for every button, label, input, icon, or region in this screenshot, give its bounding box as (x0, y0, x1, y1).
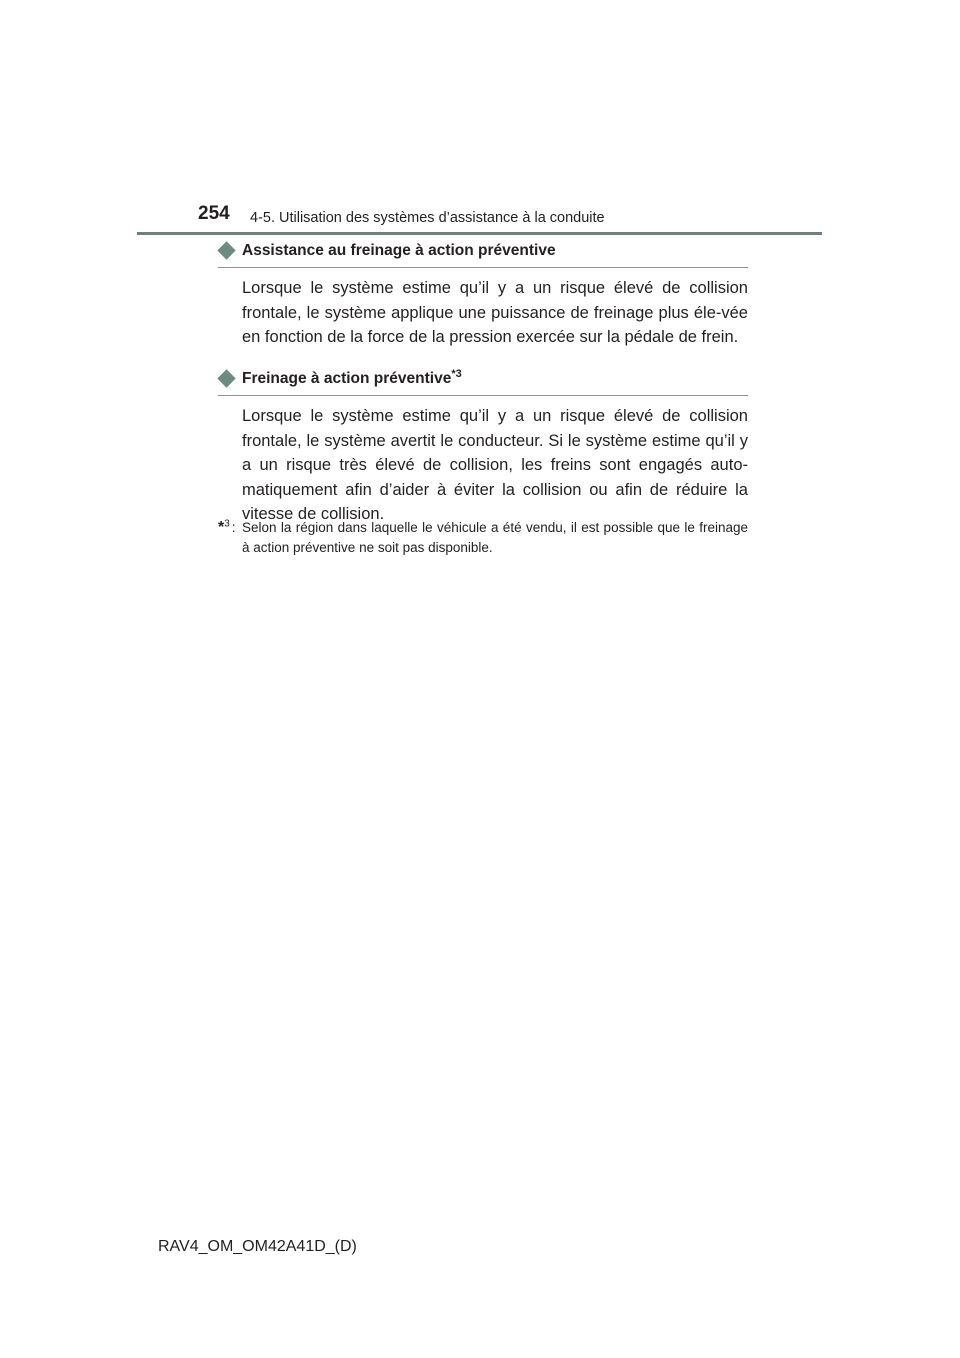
document-code: RAV4_OM_OM42A41D_(D) (158, 1238, 357, 1255)
section-block-pre-collision-braking (218, 368, 748, 527)
sub-heading-text: Assistance au freinage à action préventive (242, 242, 556, 259)
page-number: 254 (198, 203, 230, 224)
sub-heading-text: Freinage à action préventive$^{*3}$ (242, 367, 462, 387)
body-paragraph: Lorsque le système estime qu’il y a un risque élevé de collision frontale, le système avertit le conducteur. Si le système estime qu’il y a un risque très élevé de collision, les freins sont engagés auto-matiquement afin d’aider à éviter la collision ou afin de réduire la vitesse de collision. (242, 407, 748, 523)
footnote (218, 518, 748, 557)
body-paragraph: Lorsque le système estime qu’il y a un risque élevé de collision frontale, le système applique une puissance de freinage plus éle-vée en fonction de la force de la pression exercée sur la pédale de frein. (242, 279, 748, 346)
footnote-reference: *3 (451, 367, 462, 380)
footnote-marker: *$^3$ : (218, 518, 236, 536)
footnote-text: Selon la région dans laquelle le véhicule a été vendu, il est possible que le freinage à action préventive ne soit pas disponible. (242, 520, 748, 555)
section-block-brake-assist (218, 240, 748, 350)
sub-heading (218, 368, 748, 396)
header-divider (137, 232, 822, 235)
diamond-icon (217, 241, 235, 259)
section-header: 4-5. Utilisation des systèmes d’assistance à la conduite (250, 210, 605, 226)
sub-heading (218, 240, 748, 268)
diamond-icon (217, 369, 235, 387)
